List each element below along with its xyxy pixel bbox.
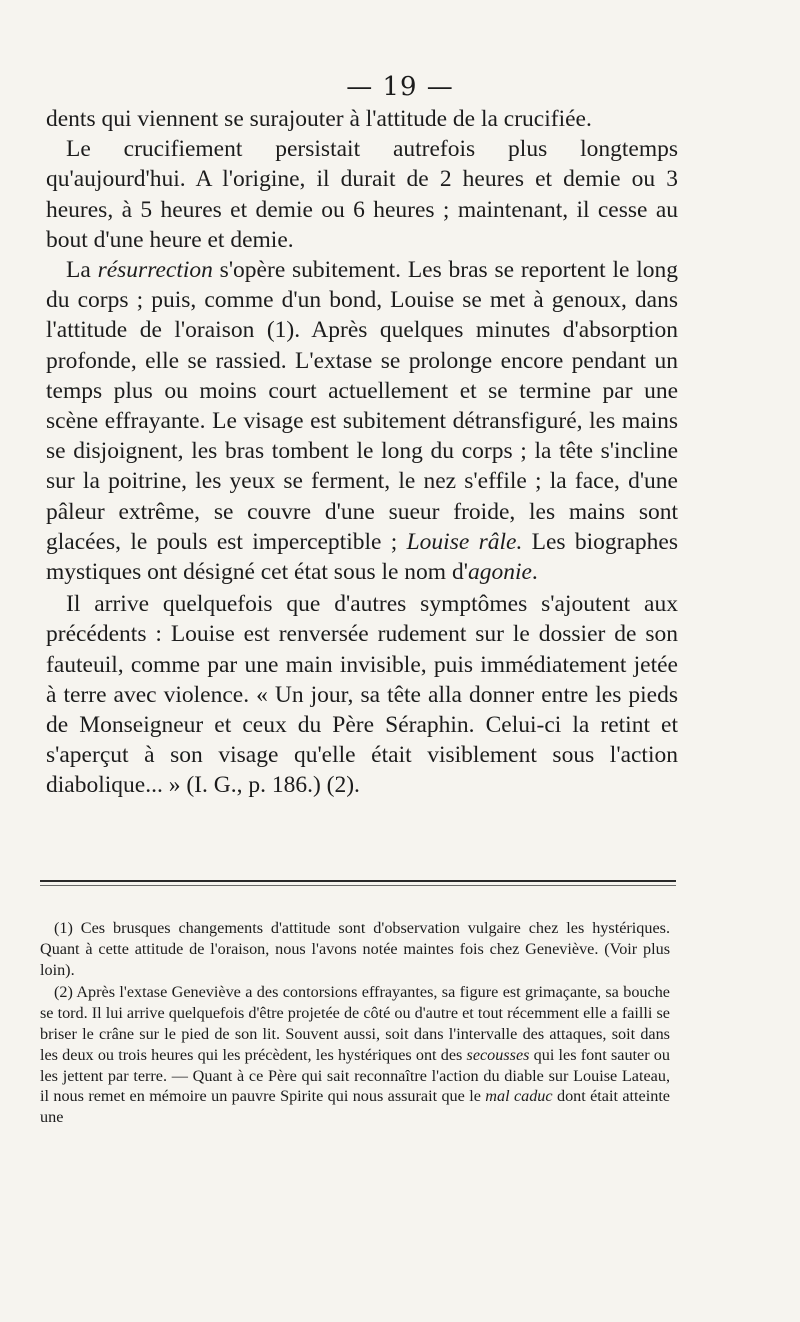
paragraph-3-italic-resurrection: résurrection [97, 257, 213, 284]
footnote-2-italic-secousses: secousses [466, 1045, 530, 1064]
footnote-2-text-a: (2) Après l'extase Geneviève a des contorsions effrayantes, sa figure est grimaçante, sa bouche se tord. Il lui arrive quelquefois d'être projetée de côté ou d'autre et tout récemment elle a failli se briser le crâne sur le pied de son lit. Souvent aussi, soit dans l'intervalle des attaques, soit dans les deux ou trois heures qui les précèdent, les hystériques ont des [40, 983, 670, 1064]
footnotes [40, 918, 670, 1130]
paragraph-3-italic-louise-rale: Louise râle. [406, 528, 523, 555]
footnote-separator [40, 880, 676, 882]
paragraph-3-text-a: La [66, 257, 98, 284]
paragraph-3-text-c: Les biographes mystiques ont désigné cet état sous le nom d' [46, 528, 678, 586]
main-text [46, 104, 678, 801]
paragraph-3-text-d: . [531, 559, 538, 586]
footnote-2-text-b: qui les font sauter ou les jettent par terre. — Quant à ce Père qui sait reconnaître l'action du diable sur Louise Lateau, il nous remet en mémoire un pauvre Spirite qui nous assurait que le [40, 1045, 670, 1106]
paragraph-1: dents qui viennent se surajouter à l'attitude de la crucifiée. [46, 106, 592, 132]
footnote-separator-thin [40, 885, 676, 886]
paragraph-3-italic-agonie: agonie [467, 559, 532, 586]
paragraph-4: Il arrive quelquefois que d'autres symptômes s'ajoutent aux précédents : Louise est renversée rudement sur le dossier de son fauteuil, comme par une main invisible, puis immédiatement jetée à terre avec violence. « Un jour, sa tête alla donner entre les pieds de Monseigneur et ceux du Père Séraphin. Celui-ci la retint et s'aperçut à son visage qu'elle était visiblement sous l'action diabolique... » (I. G., p. 186.) (2). [46, 591, 678, 799]
footnote-2-italic-mal-caduc: mal caduc [485, 1087, 553, 1106]
paragraph-3 [46, 255, 678, 587]
footnote-1: (1) Ces brusques changements d'attitude sont d'observation vulgaire chez les hystériques. Quant à cette attitude de l'oraison, nous l'avons notée maintes fois chez Geneviève. (Voir plus loin). [40, 919, 670, 979]
footnote-2-text-c: dont était atteinte une [40, 1087, 670, 1127]
paragraph-3-text-b: s'opère subitement. Les bras se reportent le long du corps ; puis, comme d'un bond, Louise se met à genoux, dans l'attitude de l'oraison (1). Après quelques minutes d'absorption profonde, elle se rassied. L'extase se prolonge encore pendant un temps plus ou moins court actuellement et se termine par une scène effrayante. Le visage est subitement détransfiguré, les mains se disjoignent, les bras tombent le long du corps ; la tête s'incline sur la poitrine, les yeux se ferment, le nez s'effile ; la face, d'une pâleur extrême, se couvre d'une sueur froide, les mains sont glacées, le pouls est imperceptible ; [46, 257, 678, 555]
footnote-2 [40, 982, 670, 1128]
paragraph-2: Le crucifiement persistait autrefois plus longtemps qu'aujourd'hui. A l'origine, il durait de 2 heures et demie ou 3 heures, à 5 heures et demie ou 6 heures ; maintenant, il cesse au bout d'une heure et demie. [46, 136, 678, 253]
page-number: — 19 — [346, 72, 454, 102]
